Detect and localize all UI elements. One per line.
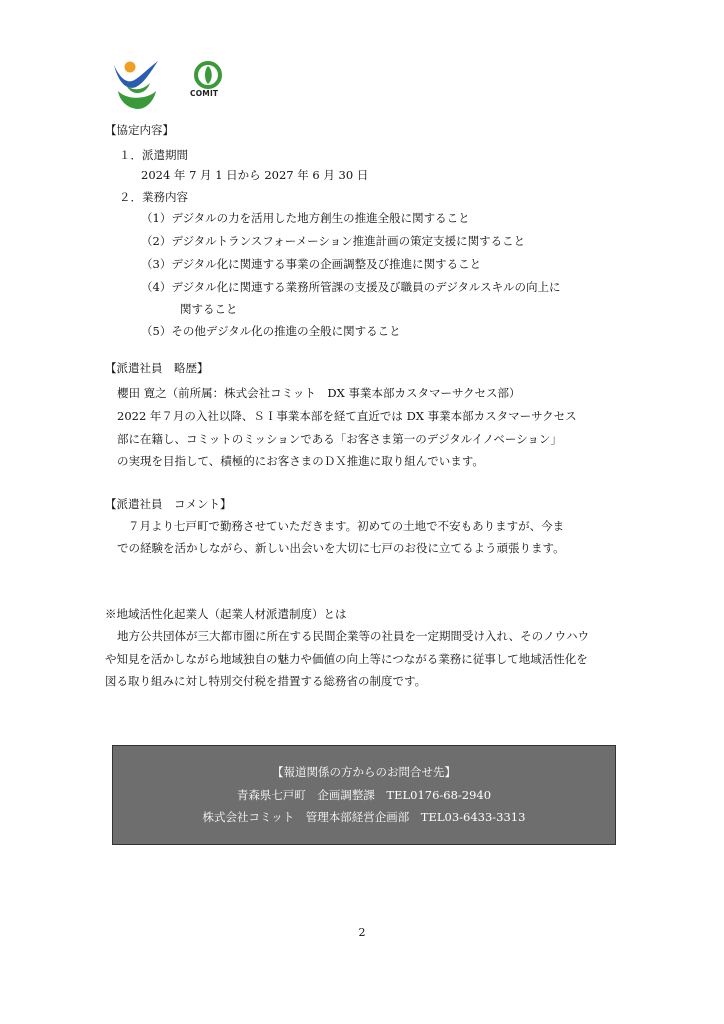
comit-logo-text: COMIT — [190, 89, 219, 98]
contact-heading: 【報道関係の方からのお問合せ先】 — [272, 765, 456, 779]
duty-item: （4）デジタル化に関連する業務所管課の支援及び職員のデジタルスキルの向上に — [141, 280, 561, 294]
comment-heading: 【派遣社員 コメント】 — [105, 497, 232, 511]
comment-text-line: での経験を活かしながら、新しい出会いを大切に七戸のお役に立てるよう頑張ります。 — [117, 541, 565, 555]
employee-name-line: 櫻田 寛之（前所属：株式会社コミット DX 事業本部カスタマーサクセス部） — [117, 386, 521, 400]
profile-text-line: の実現を目指して、積極的にお客さまのＤＸ推進に取り組んでいます。 — [117, 454, 484, 468]
press-contact-box — [112, 745, 616, 845]
duties-label: ２．業務内容 — [119, 190, 188, 204]
shichinohe-town-emblem-icon — [106, 55, 162, 111]
profile-heading: 【派遣社員 略歴】 — [105, 361, 209, 375]
contact-town-line: 青森県七戸町 企画調整課 TEL0176-68-2940 — [236, 788, 492, 802]
duty-item: （3）デジタル化に関連する事業の企画調整及び推進に関すること — [141, 257, 482, 271]
profile-text-line: 2022 年７月の入社以降、ＳＩ事業本部を経て直近では DX 事業本部カスタマーサクセス — [117, 409, 577, 423]
contact-company-line: 株式会社コミット 管理本部経営企画部 TEL03-6433-3313 — [202, 810, 526, 824]
note-text-line: 図る取り組みに対し特別交付税を措置する総務省の制度です。 — [105, 674, 427, 688]
dispatch-period-value: 2024 年 7 月 1 日から 2027 年 6 月 30 日 — [141, 168, 369, 182]
dispatch-period-label: １．派遣期間 — [119, 148, 188, 162]
comment-text-line: ７月より七戸町で勤務させていただきます。初めての土地で不安もありますが、今ま — [128, 519, 565, 533]
duty-item: （5）その他デジタル化の推進の全般に関すること — [141, 324, 401, 338]
note-text-line: 地方公共団体が三大都市圏に所在する民間企業等の社員を一定期間受け入れ、そのノウハウ — [117, 629, 590, 643]
duty-item: （2）デジタルトランスフォーメーション推進計画の策定支援に関すること — [141, 234, 526, 248]
note-heading: ※地域活性化起業人（起業人材派遣制度）とは — [105, 607, 347, 621]
agreement-heading: 【協定内容】 — [105, 123, 174, 137]
profile-text-line: 部に在籍し、コミットのミッションである「お客さま第一のデジタルイノベーション」 — [117, 432, 562, 446]
duty-item-continuation: 関すること — [180, 302, 238, 316]
page-number: 2 — [358, 926, 366, 939]
note-text-line: や知見を活かしながら地域独自の魅力や価値の向上等につながる業務に従事して地域活性化を — [105, 652, 588, 666]
duty-item: （1）デジタルの力を活用した地方創生の推進全般に関すること — [141, 211, 470, 225]
